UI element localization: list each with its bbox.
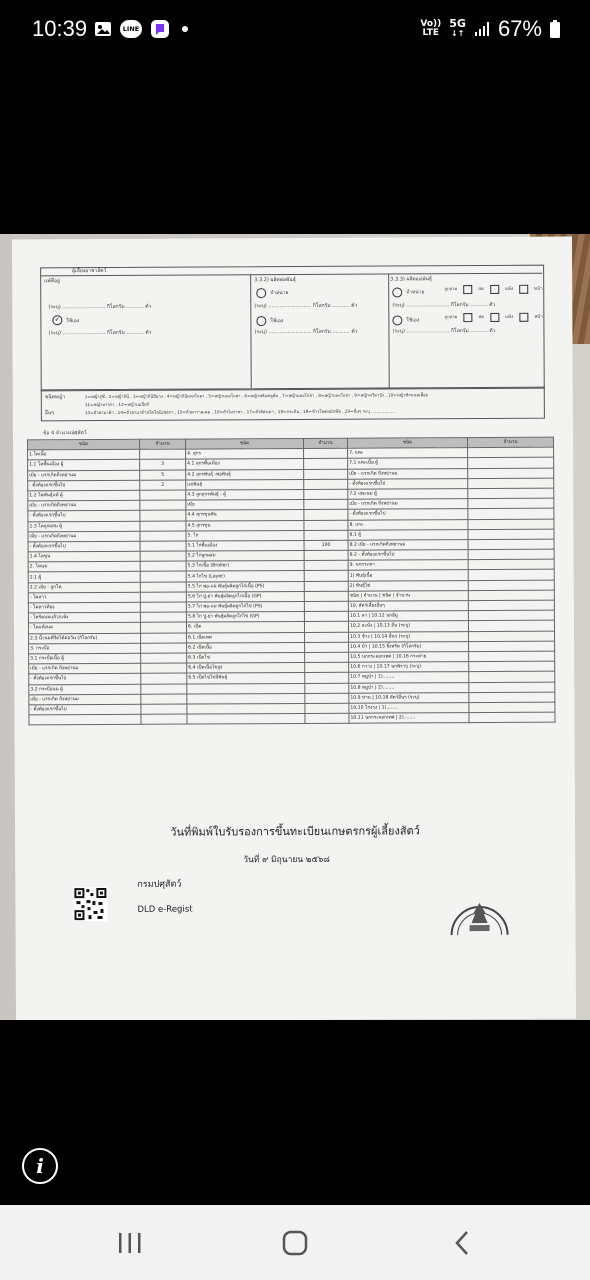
header-cell: จำนวน: [304, 438, 348, 448]
table-cell: 1.1 โคพื้นเมือง ผู้: [28, 460, 140, 471]
table-cell: 5. ไก่: [186, 530, 304, 541]
table-cell: 6.2 เป็ดเนื้อ: [187, 642, 305, 653]
other-text: 13=ถั่วฮามาต้า , 14=ถั่วฮามาต้าสโตโลนิเฟอรา , 15=ถั่วคาวาลเคด , 16=ถั่วไมราทา , 17=ถั่วลิสงเถา , 18=กระถิน , 19=ข้าวโพดหมักพืช , 20=อื่นๆ ระบุ ..................: [84, 408, 396, 416]
table-cell: [304, 611, 348, 621]
table-cell: [305, 683, 349, 693]
table-cell: เมีย - แรกเกิด ถึงหย่านม: [29, 694, 141, 705]
table-cell: [468, 498, 554, 509]
col2-header: 3.3.2) ผลิตพ่อพันธุ์: [254, 276, 296, 284]
table-cell: 10.3 ช้าง | 10.14 อื่นๆ (ระบุ): [349, 631, 469, 642]
table-cell: 10.7 หมูป่า | 1)........: [349, 672, 469, 683]
table-cell: 9. นกกระทา: [348, 560, 468, 571]
table-cell: [140, 612, 186, 622]
table-cell: [141, 633, 187, 643]
table-cell: [141, 714, 187, 724]
table-cell: [140, 510, 186, 520]
table-cell: แม่พันธุ์: [186, 479, 304, 490]
table-cell: [304, 581, 348, 591]
livestock-table-body: [28, 447, 555, 725]
table-cell: 10.2 ละมั่ง | 10.13 อื่น (ระบุ): [348, 621, 468, 632]
table-cell: 4.3 ลูกสุกรพันธุ์ - ผู้: [186, 489, 304, 500]
messenger-icon: [150, 19, 170, 39]
radio-use-1-label: ใช้เอง: [270, 318, 284, 325]
table-cell: เมีย: [186, 500, 304, 511]
radio-selected: ✓: [52, 315, 62, 325]
table-cell: [304, 530, 348, 540]
table-cell: [141, 694, 187, 704]
table-cell: - ตั้งท้องแรกขึ้นไป: [348, 478, 468, 489]
table-cell: [141, 653, 187, 663]
radio-use-2: [392, 315, 402, 325]
table-cell: [187, 714, 305, 725]
table-cell: [187, 683, 305, 694]
table-cell: - โคสาว: [28, 592, 140, 603]
table-cell: [305, 673, 349, 683]
recent-apps-icon: [117, 1231, 143, 1255]
table-cell: - ตั้งท้องแรกขึ้นไป: [29, 704, 141, 715]
line-col1-a: (ระบุ) ........................... กิโลกรัม ........... ตัว: [48, 303, 152, 311]
table-cell: [468, 590, 554, 601]
breed-label: ชนิดหญ้า: [44, 394, 66, 401]
table-cell: เมีย - แรกเกิดถึงหย่านม: [28, 531, 140, 542]
table-cell: [469, 631, 555, 642]
table-cell: - ตั้งท้องแรกขึ้นไป: [29, 674, 141, 685]
table-cell: 6.1 เป็ดเทศ: [187, 632, 305, 643]
header-cell: ชนิด: [186, 438, 304, 449]
table-cell: [469, 712, 555, 723]
image-viewer[interactable]: [0, 62, 590, 1205]
table-cell: [468, 539, 554, 550]
table-cell: [468, 488, 554, 499]
table-cell: [29, 714, 141, 725]
network-type: 5G ↓↑: [449, 17, 466, 38]
table-cell: 8.2 - ตั้งท้องแรกขึ้นไป: [348, 550, 468, 561]
table-cell: [304, 469, 348, 479]
table-cell: 5.4 ไก่ไข่ (Layer): [186, 571, 304, 582]
table-cell: - ตั้งท้องแรกขึ้นไป: [348, 509, 468, 520]
battery-icon: [550, 20, 560, 38]
clock: 10:39: [32, 16, 88, 41]
volte-indicator: Vo)) LTE: [420, 19, 442, 38]
navigation-bar: [0, 1205, 590, 1280]
table-cell: [305, 713, 349, 723]
table-cell: [468, 559, 554, 570]
table-cell: [304, 499, 348, 509]
table-cell: 100: [304, 540, 348, 550]
table-cell: [140, 622, 186, 632]
radio-use-2-label: ใช้เอง: [406, 317, 420, 324]
registration-document: [12, 237, 576, 1020]
document-photo[interactable]: [0, 234, 590, 1020]
table-cell: 1) พันธุ์เนื้อ: [348, 570, 468, 581]
table-cell: [468, 468, 554, 479]
table-cell: 10.11 นกกระจอกเทศ | 2)........: [349, 713, 469, 724]
table-cell: 10.1 ลา | 10.12 นกอีมู: [348, 611, 468, 622]
table-cell: [305, 662, 349, 672]
home-icon: [282, 1230, 308, 1256]
table-cell: [469, 651, 555, 662]
table-cell: 2) พันธุ์ไข่: [348, 580, 468, 591]
table-cell: 2. โคนม: [28, 562, 140, 573]
table-cell: 4.4 สุกรขุนพัน: [186, 510, 304, 521]
table-cell: เมีย - แรกเกิด ถึงหย่านม: [29, 663, 141, 674]
other-label: อื่นๆ: [44, 410, 54, 417]
table-cell: 8.2 เมีย - แรกเกิดถึงหย่านม: [348, 539, 468, 550]
table-cell: [468, 529, 554, 540]
table-cell: - ตั้งท้องแรกขึ้นไป: [28, 541, 140, 552]
table-cell: [305, 642, 349, 652]
info-button[interactable]: i: [22, 1148, 58, 1184]
table-cell: [140, 572, 186, 582]
table-cell: - โคสาวท้อง: [28, 602, 140, 613]
table-cell: [468, 610, 554, 621]
table-cell: [304, 601, 348, 611]
qr-code-icon: [73, 887, 107, 921]
table-cell: 8.1 ผู้: [348, 529, 468, 540]
header-cell: ชนิด: [348, 438, 468, 449]
table-cell: 4. สุกร: [186, 449, 304, 460]
table-cell: 3.2 กระบือนม ผู้: [29, 684, 141, 695]
table-cell: 4.1 สุกรพื้นเมือง: [186, 459, 304, 470]
table-cell: [141, 684, 187, 694]
recent-apps-button[interactable]: [100, 1223, 160, 1263]
table-cell: [140, 541, 186, 551]
line-col1-b: (ระบุ) ........................... กิโลกรัม ........... ตัว: [48, 329, 152, 337]
status-bar: [0, 0, 590, 62]
table-cell: [140, 449, 186, 459]
table-cell: [304, 622, 348, 632]
table-cell: - ตั้งท้องแรกขึ้นไป: [28, 511, 140, 522]
table-cell: [304, 459, 348, 469]
table-cell: [305, 703, 349, 713]
livestock-table: [27, 437, 555, 726]
table-cell: [305, 652, 349, 662]
table-cell: 2: [140, 480, 186, 490]
table-cell: [468, 478, 554, 489]
table-cell: [140, 592, 186, 602]
table-cell: ชนิด | จำนวน | ชนิด | จำนวน: [348, 590, 468, 601]
back-button[interactable]: [432, 1223, 492, 1263]
table-cell: [140, 490, 186, 500]
table-cell: [141, 704, 187, 714]
table-cell: 1.โคเนื้อ: [28, 449, 140, 460]
table-cell: [305, 632, 349, 642]
table-cell: [469, 661, 555, 672]
table-cell: [468, 458, 554, 469]
department-seal-icon: [447, 889, 511, 935]
table-cell: [140, 602, 186, 612]
table-cell: 7.1 แพะเนื้อ ผู้: [348, 458, 468, 469]
back-icon: [452, 1229, 472, 1257]
table-cell: - โครีดนมแล้ว/แห้ง: [28, 612, 140, 623]
table-cell: 10. สัตว์เลี้ยงอื่นๆ: [348, 601, 468, 612]
table-cell: - ตั้งท้องแรกขึ้นไป: [28, 480, 140, 491]
table-cell: [304, 550, 348, 560]
line-col3-b: (ระบุ) ........................... กิโลกรัม ........... ตัว: [392, 327, 496, 335]
table-row: [29, 712, 555, 725]
table-cell: [469, 641, 555, 652]
table-cell: เมีย - แรกเกิดถึงหย่านม: [28, 470, 140, 481]
table-cell: [187, 703, 305, 714]
table-cell: 4.5 สุกรขุน: [186, 520, 304, 531]
table-cell: 2.2 เมีย - ลูกโค: [28, 582, 140, 593]
radio-sell-2: [392, 287, 402, 297]
table-cell: เมีย - แรกเกิด ถึงหย่านม: [348, 468, 468, 479]
table-cell: 10.9 ห่าน | 10.18 สัตว์อื่นๆ (ระบุ): [349, 692, 469, 703]
table-cell: [140, 582, 186, 592]
table-cell: [468, 570, 554, 581]
table-cell: 2.3 น้ำนมที่รีดได้ต่อวัน (กิโลกรัม): [29, 633, 141, 644]
table-cell: [187, 693, 305, 704]
header-cell: จำนวน: [468, 437, 554, 448]
table-cell: [140, 551, 186, 561]
table-cell: [140, 500, 186, 510]
printed-date: วันที่ ๙ มิถุนายน ๒๕๖๘: [243, 854, 330, 866]
org-name: กรมปศุสัตว์: [137, 879, 182, 890]
table-cell: [304, 489, 348, 499]
table-cell: [304, 448, 348, 458]
radio-selected-label: ใช้เอง: [66, 318, 80, 325]
gallery-icon: [94, 20, 112, 38]
table-cell: [469, 692, 555, 703]
table-cell: 5: [140, 470, 186, 480]
table-cell: [469, 702, 555, 713]
radio-sell-1-label: จำหน่าย: [270, 290, 289, 297]
header-cell: จำนวน: [140, 439, 186, 449]
table-cell: [141, 663, 187, 673]
notification-dot: [182, 26, 188, 32]
table-cell: [468, 447, 554, 458]
table-cell: 5.6 ไก่ ปู่-ย่า พันธุ์ผลิตลูกไก่เนื้อ (GP): [186, 591, 304, 602]
table-cell: [304, 510, 348, 520]
table-cell: [304, 560, 348, 570]
table-cell: [468, 549, 554, 560]
system-status: [420, 16, 560, 42]
table-cell: [304, 591, 348, 601]
table-cell: 5.7 ไก่ พ่อ-แม่ พันธุ์ผลิตลูกไก่ไข่ (PS): [186, 601, 304, 612]
checkbox-row-1: ภูเขาม สด แห้ง หน้า: [444, 286, 543, 293]
table-cell: 7. แพะ: [348, 448, 468, 459]
table-cell: 5.5 ไก่ พ่อ-แม่ พันธุ์ผลิตลูกไก่เนื้อ (PS): [186, 581, 304, 592]
notification-icons: [94, 19, 188, 39]
table-cell: [140, 521, 186, 531]
table-cell: 6.4 เป็ดเนื้อไขสูง: [187, 663, 305, 674]
table-cell: 7.2 แพะนม ผู้: [348, 489, 468, 500]
form-top-label: ผู้เลี้ยงอาชาสัตว์: [72, 267, 107, 275]
table-cell: 5.3 ไก่เนื้อ (Broiler): [186, 561, 304, 572]
section4-title: ข้อ 4 จำนวนปศุสัตว์: [42, 430, 87, 437]
table-cell: 10.6 กวาง | 10.17 นกพิราบ (ระบุ): [349, 662, 469, 673]
table-cell: [468, 580, 554, 591]
table-cell: 2.1 ผู้: [28, 572, 140, 583]
table-cell: 1.3 โคลูกผสม ผู้: [28, 521, 140, 532]
table-cell: [304, 520, 348, 530]
table-cell: 5.1 ไก่พื้นเมือง: [186, 540, 304, 551]
table-cell: 10.10 ไก่งวง | 1)........: [349, 702, 469, 713]
table-cell: [140, 531, 186, 541]
table-cell: เมีย - แรกเกิด ถึงหย่านม: [348, 499, 468, 510]
line-col2-b: (ระบุ) ........................... กิโลกรัม ........... ตัว: [254, 328, 358, 336]
signal-icon: [474, 21, 490, 37]
table-cell: 10.8 หมูป่า | 2)........: [349, 682, 469, 693]
col3-header: 3.3.3) ผลิตแม่พันธุ์: [390, 276, 432, 283]
table-cell: 3: [140, 459, 186, 469]
home-button[interactable]: [265, 1223, 325, 1263]
table-cell: 5.8 ไก่ ปู่-ย่า พันธุ์ผลิตลูกไก่ไข่ (GP): [186, 612, 304, 623]
system-name: DLD e-Regist: [137, 904, 193, 915]
table-cell: [468, 519, 554, 530]
table-cell: 10.4 ม้า | 10.15 จิ้งหรีด (กิโลกรัม): [349, 641, 469, 652]
table-cell: [141, 673, 187, 683]
table-cell: [141, 643, 187, 653]
breed-text: 1=หญ้ารูซี่ , 2=หญ้ากินี , 3=หญ้ากินีสีม่วง , 4=หญ้ากินีแพงโกลา , 5=หญ้าแพงโกล่า , 6=หญ้าพลิแคทูลั่ม , 7=หญ้าแพงโกล่า , 8=หญ้าแพงโกล่า , 9=หญ้าหวีตาปัง , 10=หญ้าซิกแนลเลื้อย: [84, 392, 429, 400]
table-cell: 6.5 เป็ดไข่ไม่มีพันธุ์: [187, 673, 305, 684]
table-cell: [468, 621, 554, 632]
table-cell: [140, 561, 186, 571]
printed-title: วันที่พิมพ์ใบรับรองการขึ้นทะเบียนเกษตรกรผู้เลี้ยงสัตว์: [170, 824, 420, 839]
table-cell: 3. กระบือ: [29, 643, 141, 654]
battery-percent: 67%: [497, 16, 542, 41]
col1-header: แพ้ที่อยู่: [44, 278, 60, 285]
table-cell: [304, 479, 348, 489]
line-col3-a: (ระบุ) ........................... กิโลกรัม ........... ตัว: [392, 301, 496, 309]
breed-text-2: 11=หญ้าบาจรา , 12=หญ้าเนเปียร์: [84, 401, 150, 408]
table-cell: [305, 693, 349, 703]
table-cell: เมีย - แรกเกิดถึงหย่านม: [28, 500, 140, 511]
checkbox-row-2: ภูเขาม สด แห้ง หน้า: [444, 314, 543, 321]
table-cell: [468, 600, 554, 611]
table-cell: 8. แกะ: [348, 519, 468, 530]
radio-use-1: [256, 316, 266, 326]
table-cell: [469, 682, 555, 693]
table-cell: 1.2 โคพันธุ์แท้ ผู้: [28, 490, 140, 501]
table-cell: 10.5 นกกระจอกเทศ | 10.16 กระต่าย: [349, 652, 469, 663]
radio-sell-1: [256, 288, 266, 298]
header-cell: ชนิด: [28, 439, 140, 450]
table-cell: 1.4 โคขุน: [28, 551, 140, 562]
table-cell: 3.1 กระบือเนื้อ ผู้: [29, 653, 141, 664]
table-cell: [468, 508, 554, 519]
line-app-icon: LINE: [120, 20, 142, 38]
table-cell: 5.2 ไก่ลูกผสม: [186, 551, 304, 562]
table-cell: - โคแห้งนม: [28, 623, 140, 634]
line-col2-a: (ระบุ) ........................... กิโลกรัม ........... ตัว: [254, 302, 358, 310]
table-cell: [469, 671, 555, 682]
table-cell: 6.3 เป็ดไข่: [187, 652, 305, 663]
radio-sell-2-label: จำหน่าย: [406, 289, 425, 296]
table-cell: 4.2 สุกรพันธุ์ -พ่อพันธุ์: [186, 469, 304, 480]
table-cell: 6. เป็ด: [186, 622, 304, 633]
table-cell: [304, 571, 348, 581]
